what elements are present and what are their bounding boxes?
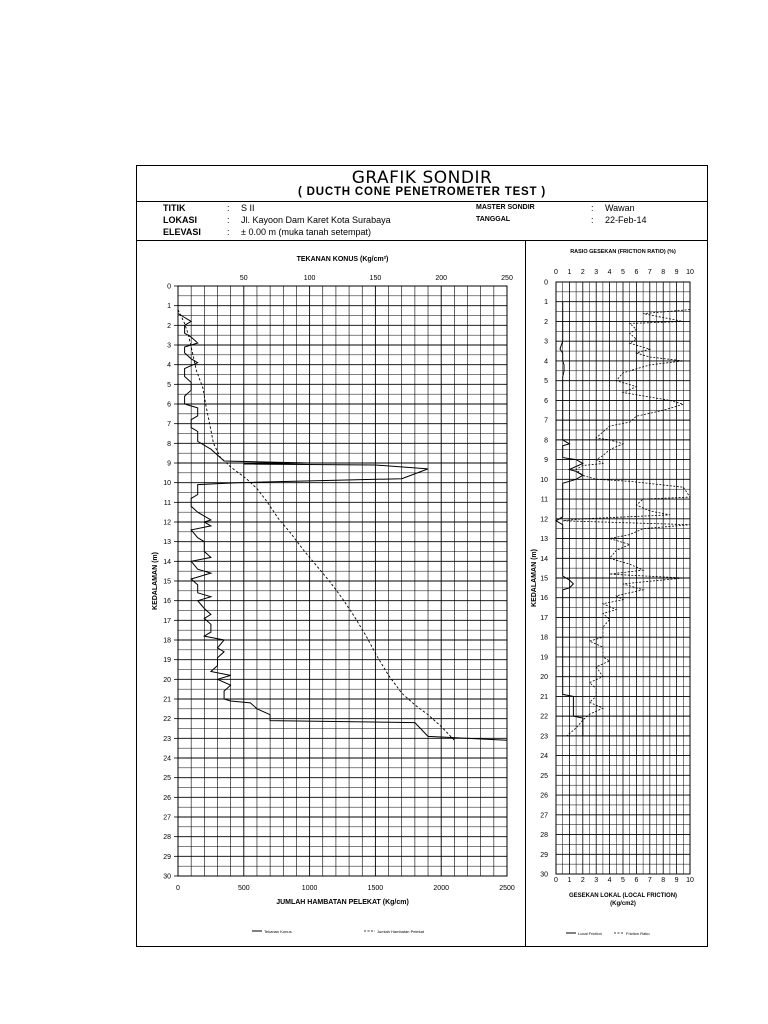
left-bottom-tick-label: 500: [237, 885, 250, 892]
left-y-tick-label: 28: [163, 834, 171, 842]
left-y-tick-label: 11: [163, 499, 171, 507]
titik-value: S II: [241, 203, 255, 213]
right-top-tick-label: 10: [686, 269, 694, 276]
right-y-tick-label: 7: [544, 417, 548, 425]
left-y-tick-label: 29: [163, 853, 171, 861]
right-bottom-tick-label: 0: [554, 877, 558, 884]
left-y-tick-label: 20: [163, 676, 171, 684]
right-y-tick-label: 9: [544, 457, 548, 465]
left-top-tick-label: 150: [369, 275, 382, 282]
right-y-axis-label: KEDALAMAN (m): [531, 549, 538, 607]
right-y-tick-label: 24: [540, 753, 548, 761]
right-y-tick-label: 10: [540, 476, 548, 484]
left-y-tick-label: 6: [167, 401, 171, 409]
right-chart-title: RASIO GESEKAN (FRICTION RATIO) (%): [570, 249, 676, 255]
right-y-tick-label: 23: [540, 733, 548, 741]
right-top-tick-label: 9: [674, 269, 679, 276]
right-y-tick-label: 15: [540, 575, 548, 583]
left-y-tick-label: 26: [163, 794, 171, 802]
left-bottom-tick-label: 1000: [301, 885, 318, 892]
right-y-tick-label: 21: [540, 693, 548, 701]
right-x-axis-label: GESEKAN LOKAL (LOCAL FRICTION): [568, 893, 678, 899]
left-y-tick-label: 7: [167, 421, 171, 429]
left-y-tick-label: 25: [163, 775, 171, 783]
right-y-tick-label: 28: [540, 832, 548, 840]
titik-label: TITIK: [163, 203, 186, 213]
left-y-tick-label: 15: [163, 578, 171, 586]
left-y-tick-label: 18: [163, 637, 171, 645]
right-top-tick-label: 5: [621, 269, 625, 276]
right-y-tick-label: 19: [540, 654, 548, 662]
right-y-tick-label: 8: [544, 437, 548, 445]
left-top-tick-label: 50: [239, 275, 248, 282]
right-y-tick-label: 14: [540, 555, 548, 563]
right-y-tick-label: 27: [540, 812, 548, 820]
master-value: Wawan: [605, 203, 635, 213]
elevasi-label: ELEVASI: [163, 227, 201, 237]
lokasi-value: Jl. Kayoon Dam Karet Kota Surabaya: [241, 215, 391, 225]
left-series-line-0: [178, 314, 507, 741]
right-y-tick-label: 11: [540, 496, 548, 504]
right-top-tick-label: 4: [607, 269, 612, 276]
left-y-tick-label: 23: [163, 735, 171, 743]
left-bottom-tick-label: 2500: [499, 885, 515, 892]
left-y-tick-label: 13: [163, 539, 171, 547]
right-y-tick-label: 16: [540, 595, 548, 603]
report-title: GRAFIK SONDIR: [351, 168, 493, 188]
right-y-tick-label: 25: [540, 772, 548, 780]
left-y-tick-label: 30: [163, 873, 171, 881]
left-series-line-1: [178, 310, 454, 741]
left-y-tick-label: 27: [163, 814, 171, 822]
left-top-tick-label: 200: [435, 275, 448, 282]
right-bottom-tick-label: 5: [621, 877, 625, 884]
left-y-tick-label: 10: [163, 480, 171, 488]
right-x-axis-unit: (Kg/cm2): [610, 901, 636, 907]
master-label: MASTER SONDIR: [476, 204, 535, 211]
left-y-tick-label: 16: [163, 598, 171, 606]
tanggal-label: TANGGAL: [476, 216, 511, 223]
left-bottom-tick-label: 2000: [433, 885, 449, 892]
right-bottom-tick-label: 10: [686, 877, 694, 884]
left-top-tick-label: 250: [501, 275, 513, 282]
right-bottom-tick-label: 2: [580, 877, 585, 884]
right-y-tick-label: 17: [540, 614, 548, 622]
elevasi-colon: :: [227, 227, 230, 237]
left-legend-label-0: Tekanan Konus: [264, 929, 292, 934]
right-bottom-tick-label: 1: [567, 877, 572, 884]
right-top-tick-label: 2: [580, 269, 585, 276]
left-y-tick-label: 2: [167, 322, 171, 330]
right-series-line-1: [563, 310, 690, 736]
elevasi-value: ± 0.00 m (muka tanah setempat): [241, 227, 371, 237]
left-y-tick-label: 0: [167, 283, 171, 291]
right-y-tick-label: 4: [544, 358, 548, 366]
left-x-axis-label: JUMLAH HAMBATAN PELEKAT (Kg/cm): [276, 899, 409, 906]
left-y-tick-label: 8: [167, 440, 171, 448]
right-y-tick-label: 29: [540, 851, 548, 859]
left-y-tick-label: 3: [167, 342, 171, 350]
left-chart-title: TEKANAN KONUS (Kg/cm²): [296, 256, 389, 263]
right-y-tick-label: 12: [540, 516, 548, 524]
lokasi-label: LOKASI: [163, 215, 198, 225]
right-y-tick-label: 0: [544, 279, 548, 287]
right-y-tick-label: 30: [540, 871, 548, 879]
right-top-tick-label: 6: [634, 269, 639, 276]
titik-colon: :: [227, 203, 230, 213]
left-y-tick-label: 9: [167, 460, 171, 468]
tanggal-value: 22-Feb-14: [605, 215, 647, 225]
right-y-tick-label: 1: [544, 299, 548, 307]
right-top-tick-label: 8: [661, 269, 666, 276]
right-bottom-tick-label: 8: [661, 877, 666, 884]
left-bottom-tick-label: 1500: [367, 885, 384, 892]
right-y-tick-label: 5: [544, 378, 548, 386]
right-legend-label-0: Local Friction: [578, 931, 602, 936]
left-y-tick-label: 4: [167, 362, 171, 370]
right-y-tick-label: 3: [544, 338, 548, 346]
right-y-tick-label: 20: [540, 674, 548, 682]
left-y-tick-label: 17: [163, 617, 171, 625]
right-top-tick-label: 1: [567, 269, 572, 276]
left-y-axis-label: KEDALAMAN (m): [152, 552, 159, 610]
left-y-tick-label: 19: [163, 657, 171, 665]
left-bottom-tick-label: 0: [176, 885, 180, 892]
left-y-tick-label: 21: [163, 696, 171, 704]
right-bottom-tick-label: 3: [594, 877, 599, 884]
right-y-tick-label: 18: [540, 634, 548, 642]
report-subtitle: ( DUCTH CONE PENETROMETER TEST ): [298, 186, 546, 198]
right-bottom-tick-label: 6: [634, 877, 639, 884]
master-colon: :: [591, 203, 594, 213]
right-bottom-tick-label: 4: [607, 877, 612, 884]
right-top-tick-label: 7: [647, 269, 652, 276]
left-y-tick-label: 24: [163, 755, 171, 763]
left-legend-label-1: Jumlah Hambatan Pelekat: [377, 929, 424, 934]
right-bottom-tick-label: 9: [674, 877, 679, 884]
right-y-tick-label: 22: [540, 713, 548, 721]
right-legend-label-1: Friction Ratio: [626, 931, 650, 936]
right-top-tick-label: 0: [554, 269, 558, 276]
right-y-tick-label: 6: [544, 397, 548, 405]
right-y-tick-label: 13: [540, 536, 548, 544]
left-top-tick-label: 100: [303, 275, 316, 282]
left-y-tick-label: 14: [163, 558, 171, 566]
tanggal-colon: :: [591, 215, 594, 225]
right-y-tick-label: 2: [544, 318, 548, 326]
right-y-tick-label: 26: [540, 792, 548, 800]
lokasi-colon: :: [227, 215, 230, 225]
left-y-tick-label: 5: [167, 381, 171, 389]
right-bottom-tick-label: 7: [647, 877, 652, 884]
left-y-tick-label: 1: [167, 303, 171, 311]
right-top-tick-label: 3: [594, 269, 599, 276]
left-y-tick-label: 22: [163, 716, 171, 724]
left-y-tick-label: 12: [163, 519, 171, 527]
